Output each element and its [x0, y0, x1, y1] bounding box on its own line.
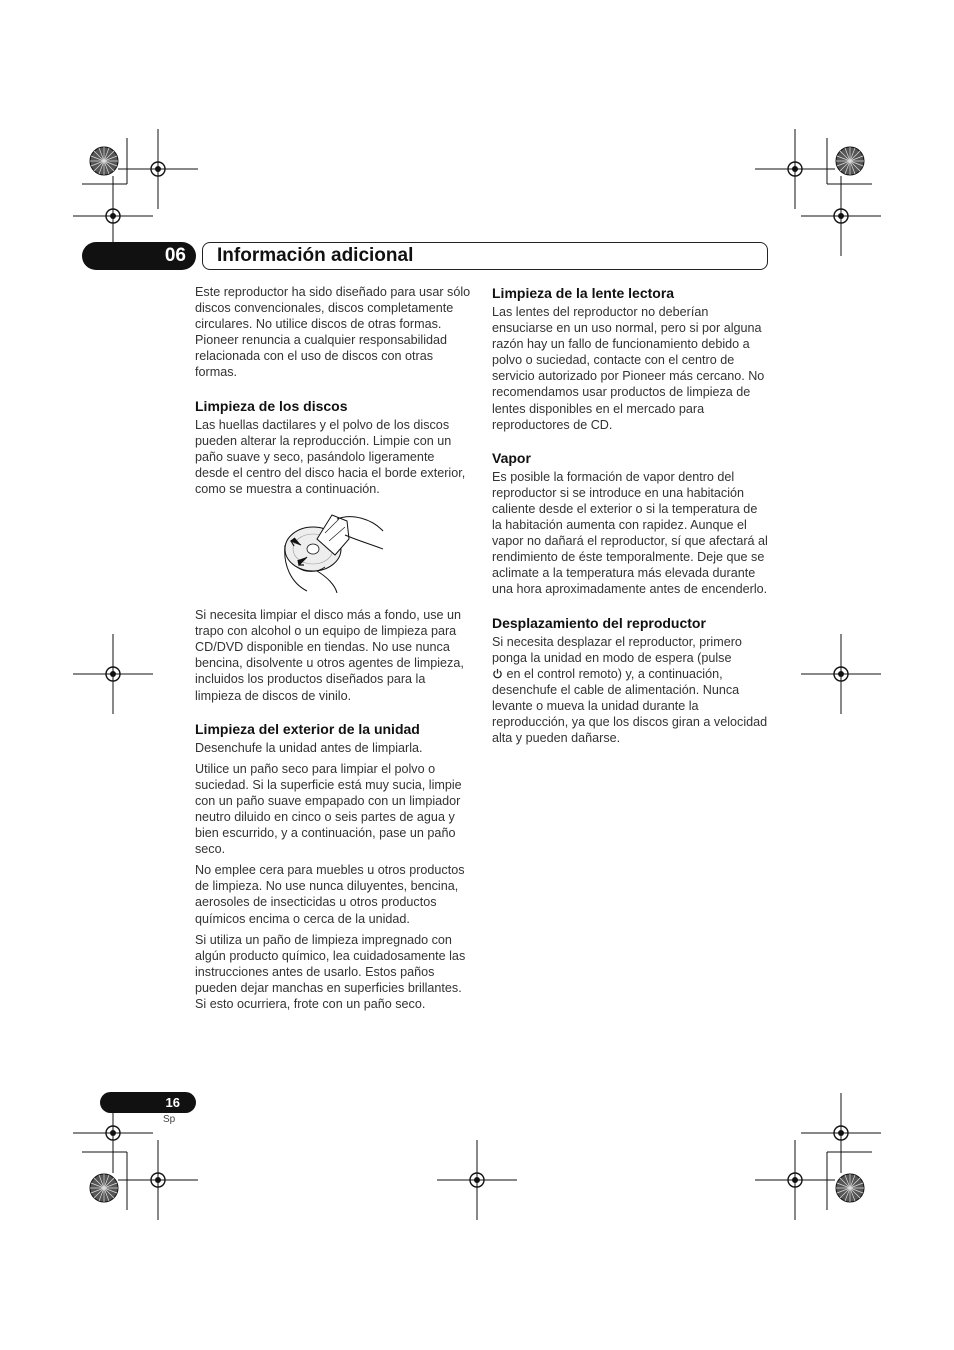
chapter-title: Información adicional [202, 242, 768, 270]
exterior-heading: Limpieza del exterior de la unidad [195, 720, 420, 737]
standby-power-icon [492, 668, 503, 679]
lens-paragraph: Las lentes del reproductor no deberían ensuciarse en un uso normal, pero si por alguna razón hay un fallo de funcionamiento debido a polvo o suciedad, contacte con el centro de servicio autorizado por Pioneer más cercano. No recomendamos usar productos de limpieza de lentes disponibles en el mercado para reproductores de CD. [492, 305, 765, 432]
starburst-icon [836, 147, 864, 175]
starburst-icon [90, 147, 118, 175]
left-column [195, 284, 471, 1017]
moving-text-before: Si necesita desplazar el reproductor, primero ponga la unidad en modo de espera (pulse [492, 634, 742, 665]
moving-text-after: en el control remoto) y, a continuación, desenchufe el cable de alimentación. Nunca levante o mueva la unidad durante la reproducción, ya que los discos giran a velocidad alta y pueden dañarse. [492, 666, 768, 746]
exterior-paragraph-4: Si utiliza un paño de limpieza impregnado con algún producto químico, lea cuidadosamente las instrucciones antes de usarlo. Estos paños pueden dejar manchas en superficies brillantes. Si esto ocurriera, frote con un paño seco. [195, 932, 466, 1011]
vapor-heading: Vapor [492, 449, 531, 466]
crosshair-icon [118, 1140, 198, 1220]
right-column [492, 284, 768, 751]
starburst-icon [90, 1174, 118, 1202]
discs-heading: Limpieza de los discos [195, 397, 348, 414]
exterior-paragraph-1: Desenchufe la unidad antes de limpiarla. [195, 740, 423, 755]
starburst-icon [836, 1174, 864, 1202]
crosshair-icon [801, 634, 881, 714]
crosshair-icon [73, 634, 153, 714]
crosshair-icon [118, 129, 198, 209]
moving-paragraph [492, 634, 768, 747]
discs-deep-clean-paragraph: Si necesita limpiar el disco más a fondo, use un trapo con alcohol o un equipo de limpieza para CD/DVD disponible en tiendas. No use nunca bencina, disolvente u otros agentes de limpieza, incluidos los productos diseñados para la limpieza de discos de vinilo. [195, 608, 464, 703]
intro-paragraph: Este reproductor ha sido diseñado para usar sólo discos convencionales, discos completamente circulares. No utilice discos de otras formas. Pioneer renuncia a cualquier responsabilidad relacionada con el uso de discos con otras formas. [195, 285, 471, 380]
crosshair-icon [755, 1140, 835, 1220]
page-number: 16 [100, 1092, 196, 1113]
crosshair-icon [755, 129, 835, 209]
crosshair-icon [801, 176, 881, 256]
vapor-paragraph: Es posible la formación de vapor dentro del reproductor si se introduce en una habitación caliente desde el exterior o si la temperatura de la habitación aumenta con rapidez. Aunque el vapor no dañará el reproductor, sí que afectará al rendimiento de éste temporalmente. Deje que se aclimate a la temperatura más elevada durante una hora aproximadamente antes de encenderlo. [492, 469, 768, 597]
discs-paragraph: Las huellas dactilares y el polvo de los discos pueden alterar la reproducción. Limpie con un paño suave y seco, pasándolo ligeramente desde el centro del disco hacia el borde exterior, como se muestra a continuación. [195, 417, 466, 496]
page-language: Sp [163, 1114, 176, 1125]
crosshair-icon [801, 1093, 881, 1173]
chapter-number: 06 [82, 242, 196, 270]
crosshair-icon [437, 1140, 517, 1220]
disc-cleaning-illustration [277, 509, 387, 593]
exterior-paragraph-2: Utilice un paño seco para limpiar el polvo o suciedad. Si la superficie está muy sucia, limpie con un paño suave empapado con un limpiador neutro diluido en cinco o seis partes de agua y bien escurrido, y a continuación, pase un paño seco. [195, 761, 462, 857]
lens-heading: Limpieza de la lente lectora [492, 285, 675, 301]
moving-heading: Desplazamiento del reproductor [492, 614, 706, 631]
exterior-paragraph-3: No emplee cera para muebles u otros productos de limpieza. No use nunca diluyentes, bencina, aerosoles de insecticidas u otros productos químicos encima o cerca de la unidad. [195, 863, 465, 926]
